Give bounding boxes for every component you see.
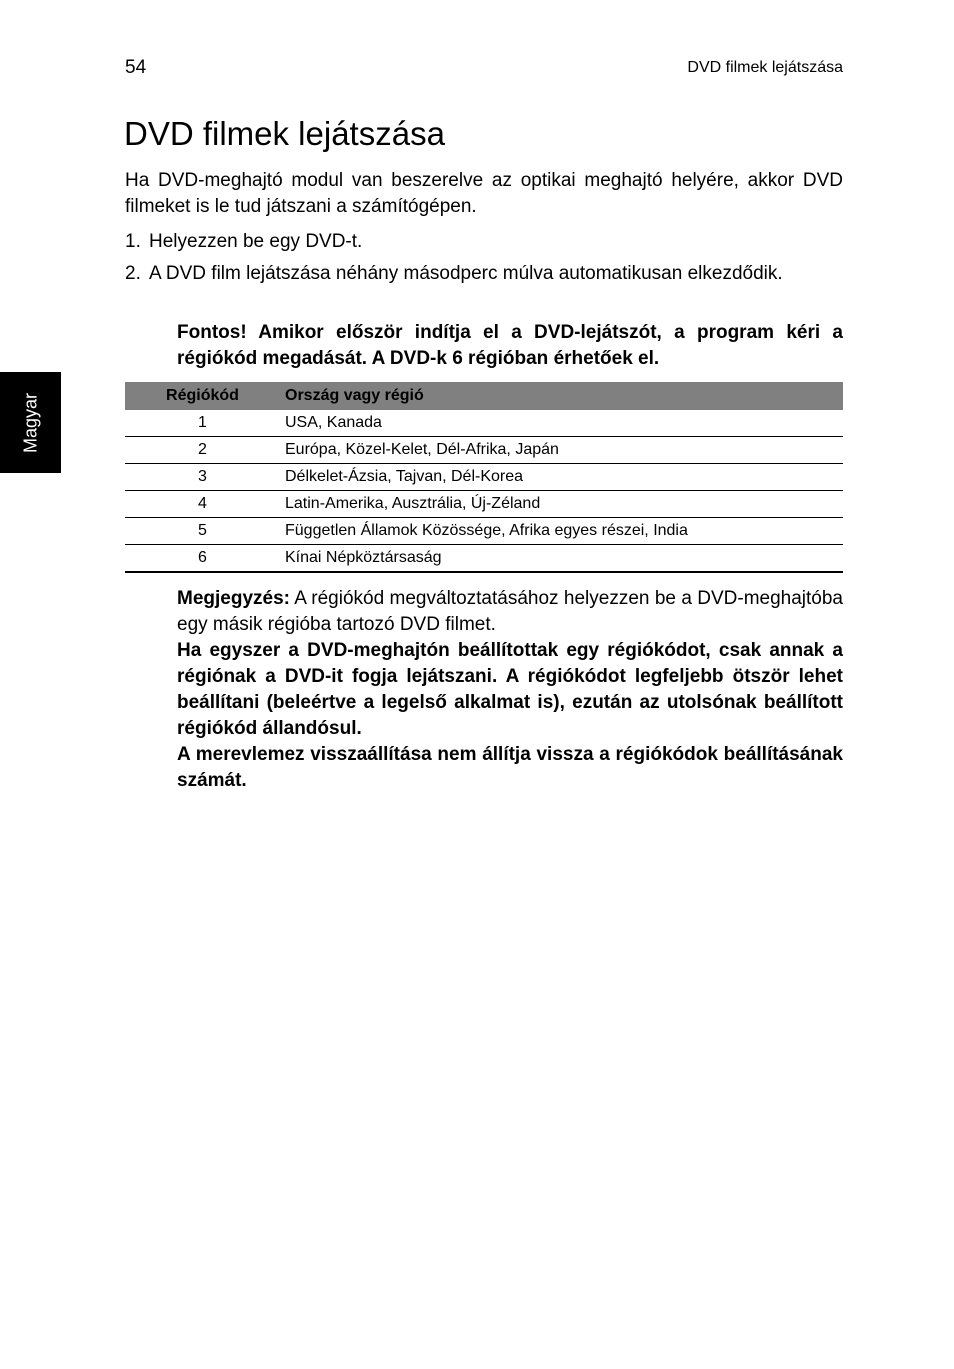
region-code-cell: 3 bbox=[125, 464, 280, 491]
region-code-cell: 5 bbox=[125, 518, 280, 545]
table-row bbox=[125, 437, 843, 464]
table-row bbox=[125, 518, 843, 545]
table-row bbox=[125, 545, 843, 573]
running-header: DVD filmek lejátszása bbox=[687, 59, 843, 76]
intro-paragraph: Ha DVD-meghajtó modul van beszerelve az optikai meghajtó helyére, akkor DVD filmeket is le tud játszani a számítógépen. bbox=[125, 170, 843, 217]
warning-region-limit: Ha egyszer a DVD-meghajtón beállítottak egy régiókódot, csak annak a régiónak a DVD-it fogja lejátszani. A régiókódot legfeljebb ötször lehet beállítani (beleértve a legelső alkalmat is), ezután az utolsónak beállított régiókód állandósul. bbox=[177, 640, 843, 739]
column-header-country: Ország vagy régió bbox=[280, 382, 843, 410]
country-cell: Latin-Amerika, Ausztrália, Új-Zéland bbox=[280, 491, 843, 518]
step-text: Helyezzen be egy DVD-t. bbox=[149, 231, 363, 252]
country-cell: Délkelet-Ázsia, Tajvan, Dél-Korea bbox=[280, 464, 843, 491]
step-item bbox=[125, 229, 843, 255]
important-note: Fontos! Amikor először indítja el a DVD-lejátszót, a program kéri a régiókód megadását. A DVD-k 6 régióban érhetőek el. bbox=[177, 322, 843, 369]
table-header-row bbox=[125, 382, 843, 410]
region-code-table bbox=[125, 382, 843, 573]
language-tab bbox=[0, 372, 61, 473]
column-header-region-code: Régiókód bbox=[125, 382, 280, 410]
step-text: A DVD film lejátszása néhány másodperc múlva automatikusan elkezdődik. bbox=[149, 263, 783, 284]
country-cell: USA, Kanada bbox=[280, 410, 843, 437]
region-code-cell: 1 bbox=[125, 410, 280, 437]
warning-hdd-restore: A merevlemez visszaállítása nem állítja vissza a régiókódok beállításának számát. bbox=[177, 744, 843, 791]
table-row bbox=[125, 410, 843, 437]
note-paragraph bbox=[177, 586, 843, 638]
region-code-cell: 2 bbox=[125, 437, 280, 464]
table-row bbox=[125, 491, 843, 518]
note-label: Megjegyzés: bbox=[177, 588, 290, 609]
country-cell: Független Államok Közössége, Afrika egyes részei, India bbox=[280, 518, 843, 545]
country-cell: Európa, Közel-Kelet, Dél-Afrika, Japán bbox=[280, 437, 843, 464]
steps-list bbox=[125, 229, 843, 293]
step-number: 2. bbox=[125, 263, 141, 284]
region-code-cell: 6 bbox=[125, 545, 280, 573]
country-cell: Kínai Népköztársaság bbox=[280, 545, 843, 573]
language-tab-label: Magyar bbox=[20, 392, 40, 453]
region-code-cell: 4 bbox=[125, 491, 280, 518]
table-row bbox=[125, 464, 843, 491]
step-item bbox=[125, 261, 843, 287]
note-text: A régiókód megváltoztatásához helyezzen be a DVD-meghajtóba egy másik régióba tartozó DVD filmet. bbox=[177, 588, 843, 635]
page-title: DVD filmek lejátszása bbox=[124, 115, 445, 152]
step-number: 1. bbox=[125, 231, 141, 252]
page-number: 54 bbox=[125, 57, 147, 78]
notes-block bbox=[177, 586, 843, 794]
